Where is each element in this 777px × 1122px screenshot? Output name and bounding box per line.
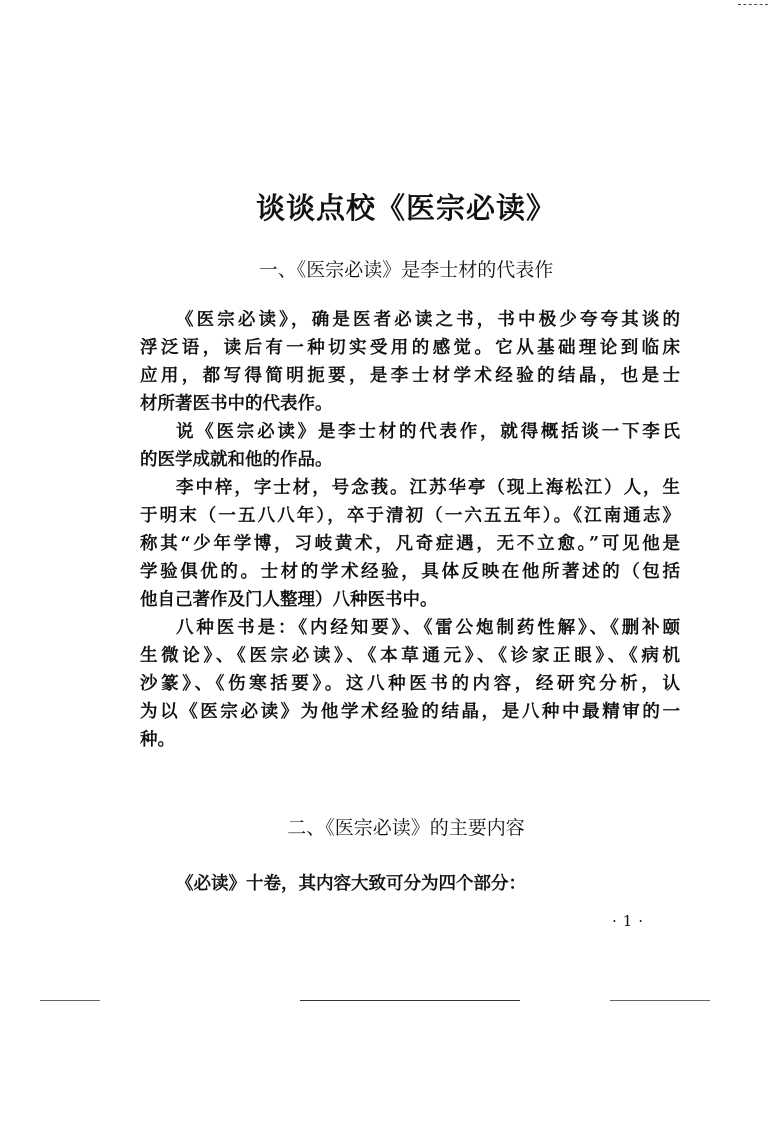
text-line: 为以《医宗必读》为他学术经验的结晶，是八种中最精审的一 [140, 702, 680, 722]
section-heading-1: 一、《医宗必读》是李士材的代表作 [258, 259, 554, 281]
text-line: 浮泛语，读后有一种切实受用的感觉。它从基础理论到临床 [140, 338, 680, 358]
text-line: 种。 [140, 730, 175, 750]
text-line: 学验俱优的。士材的学术经验，具体反映在他所著述的（包括 [140, 562, 680, 582]
scan-edge-line [300, 1000, 520, 1001]
page-number: ·1· [612, 912, 650, 930]
text-line: 说《医宗必读》是李士材的代表作，就得概括谈一下李氏 [176, 422, 680, 442]
text-line: 的医学成就和他的作品。 [140, 450, 333, 470]
section-1-body [140, 306, 680, 754]
scan-edge-line [40, 1000, 100, 1001]
section-heading-2: 二、《医宗必读》的主要内容 [287, 817, 525, 839]
text-line: 材所著医书中的代表作。 [140, 394, 333, 414]
page-title: 谈谈点校《医宗必读》 [255, 191, 556, 225]
text-line: 《医宗必读》，确是医者必读之书，书中极少夸夸其谈的 [176, 310, 680, 330]
text-line: 他自己著作及门人整理）八种医书中。 [140, 590, 438, 610]
scan-edge-line [610, 1000, 710, 1001]
scan-artifact [738, 4, 768, 6]
text-line: 于明末（一五八八年），卒于清初（一六五五年）。《江南通志》 [140, 506, 680, 526]
text-line: 沙篆》、《伤寒括要》。这八种医书的内容，经研究分析，认 [140, 674, 680, 694]
text-line: 李中梓，字士材，号念莪。江苏华亭（现上海松江）人，生 [176, 478, 680, 498]
section-2-body [140, 870, 680, 898]
text-line: 称其“少年学博，习岐黄术，凡奇症遇，无不立愈。”可见他是 [140, 534, 680, 554]
text-line: 八种医书是：《内经知要》、《雷公炮制药性解》、《删补颐 [176, 618, 680, 638]
text-line: 应用，都写得简明扼要，是李士材学术经验的结晶，也是士 [140, 366, 680, 386]
text-line: 生微论》、《医宗必读》、《本草通元》、《诊家正眼》、《病机 [140, 646, 680, 666]
text-line: 《必读》十卷，其内容大致可分为四个部分： [176, 874, 526, 894]
